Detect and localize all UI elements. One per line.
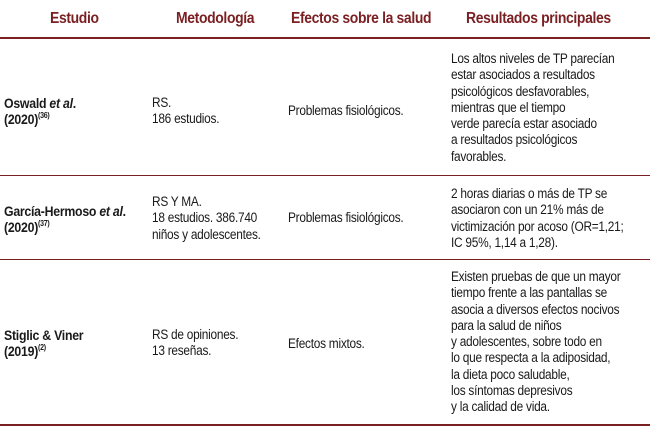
row-1-effect: Problemas fisiológicos. bbox=[288, 103, 404, 118]
row-2-study: García-Hermoso et al. $(2020)^{(37)}$ bbox=[4, 203, 126, 236]
header-resultados: Resultados principales bbox=[466, 10, 611, 27]
row-1-results: Los altos niveles de TP parecían estar asociados a resultados psicológicos desfavorables, mientras que el tiempo verde parecía estar asociado a resultados psicológicos favorables. bbox=[451, 51, 615, 164]
header-estudio: Estudio bbox=[50, 10, 99, 27]
header-divider bbox=[0, 37, 650, 39]
row-1-method: RS. 186 estudios. bbox=[152, 95, 220, 127]
header-metodologia: Metodología bbox=[176, 10, 255, 27]
row-divider bbox=[0, 259, 650, 260]
row-1-study: Oswald et al. $(2020)^{(36)}$ bbox=[4, 95, 76, 128]
row-2-method: RS Y MA. 18 estudios. 386.740 niños y adolescentes. bbox=[152, 194, 261, 242]
row-2-results: 2 horas diarias o más de TP se asociaron con un 21% más de victimización por acoso (OR=1,21; IC 95%, 1,14 a 1,28). bbox=[451, 186, 624, 250]
row-3-method: RS de opiniones. 13 reseñas. bbox=[152, 327, 239, 359]
table-bottom-rule bbox=[0, 424, 650, 426]
row-3-results: Existen pruebas de que un mayor tiempo frente a las pantallas se asocia a diversos efectos nocivos para la salud de niños y adolescentes, sobre todo en lo que respecta a la adiposidad, la dieta poco saludable, los síntomas depresivos y la calidad de vida. bbox=[451, 269, 621, 415]
row-2-effect: Problemas fisiológicos. bbox=[288, 210, 404, 225]
table-header bbox=[0, 0, 650, 38]
header-efectos: Efectos sobre la salud bbox=[291, 10, 432, 27]
row-3-study: Stiglic & Viner $(2019)^{(2)}$ bbox=[4, 327, 84, 360]
row-3-effect: Efectos mixtos. bbox=[288, 336, 365, 351]
row-divider bbox=[0, 175, 650, 176]
